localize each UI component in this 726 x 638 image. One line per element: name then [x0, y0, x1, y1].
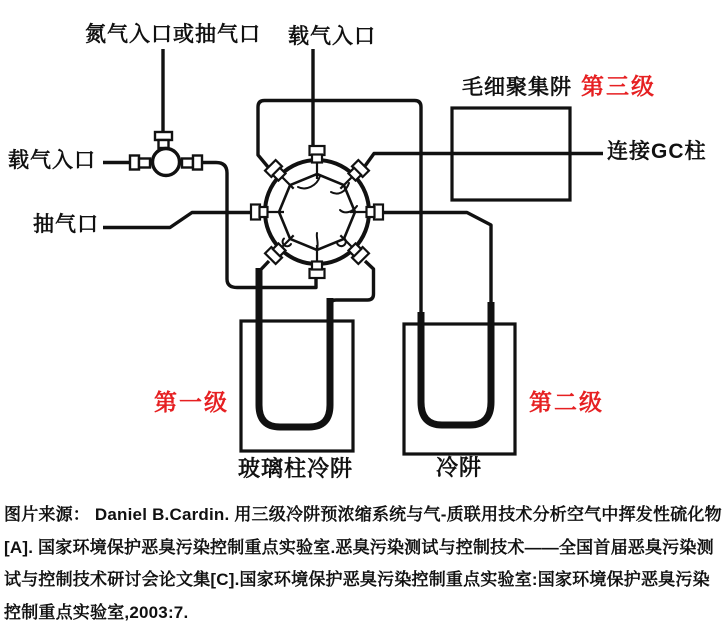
label-carrier-gas-top: 载气入口	[288, 25, 376, 48]
tube-pump-line	[103, 213, 251, 228]
citation-line-4: 控制重点实验室,2003:7.	[4, 602, 189, 622]
label-stage3: 第三级	[581, 73, 656, 99]
label-nitrogen-inlet: 氮气入口或抽气口	[85, 23, 261, 46]
label-stage1: 第一级	[154, 389, 229, 415]
tube-right-to-trap2	[382, 213, 491, 313]
citation-line-2: [A]. 国家环境保护恶臭污染控制重点实验室.恶臭污染测试与控制技术——全国首届恶臭污染测	[4, 537, 714, 557]
label-stage2: 第二级	[529, 389, 604, 415]
label-gc-column: 连接GC柱	[607, 140, 707, 163]
citation-line-1: 图片来源： Daniel B.Cardin. 用三级冷阱预浓缩系统与气-质联用技术分析空气中挥发性硫化物	[4, 505, 722, 524]
source-citation	[4, 499, 726, 629]
tube-bottomright-to-trap1	[330, 261, 374, 320]
label-pump-port: 抽气口	[33, 213, 99, 236]
label-capillary-trap: 毛细聚集阱	[462, 76, 572, 99]
label-trap2: 冷阱	[436, 455, 483, 480]
label-carrier-gas-left: 载气入口	[8, 149, 96, 172]
citation-line-3: 试与控制技术研讨会论文集[C].国家环境保护恶臭污染控制重点实验室:国家环境保护恶臭污染	[4, 570, 710, 589]
three-way-valve	[130, 132, 202, 176]
label-trap1: 玻璃柱冷阱	[238, 456, 354, 481]
rotary-valve	[251, 146, 383, 278]
